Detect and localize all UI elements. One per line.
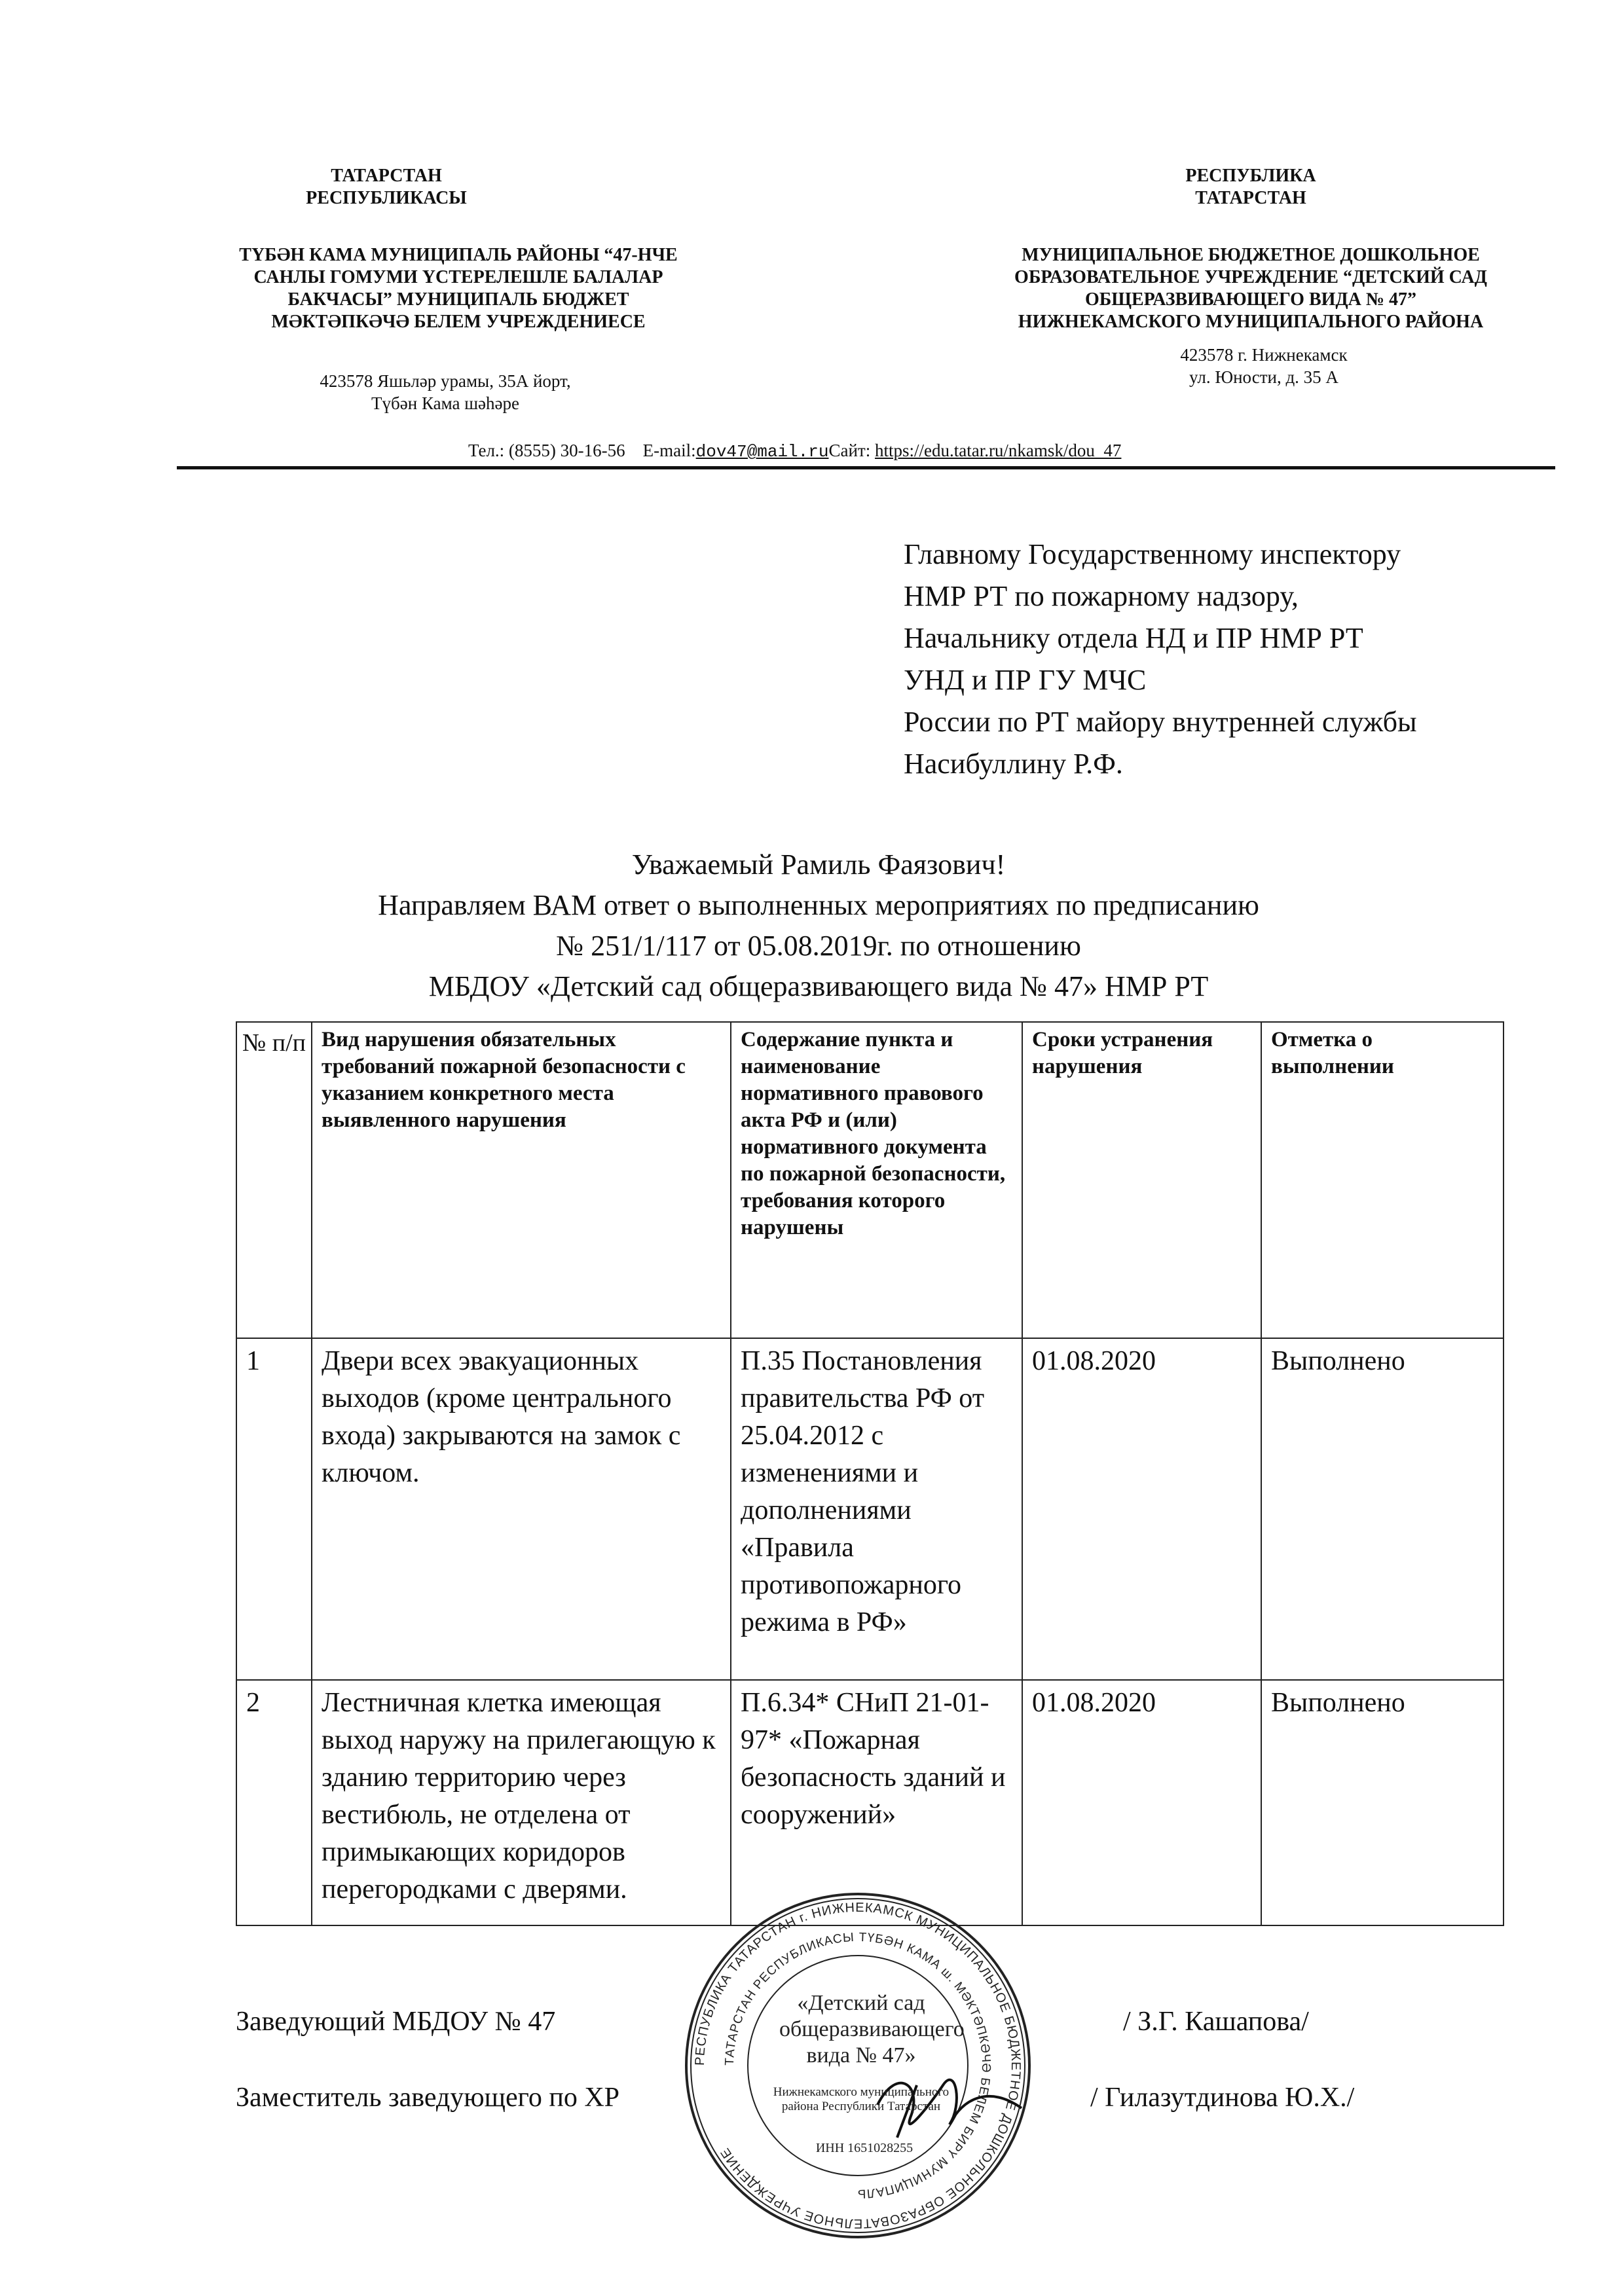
cell-status: Выполнено — [1261, 1680, 1504, 1925]
header-norm: Содержание пункта и наименование нормативного правового акта РФ и (или) нормативного документа по пожарной безопасности, требования которого нарушены — [731, 1022, 1022, 1338]
table-header-row — [236, 1022, 1504, 1338]
letterhead-right-org — [956, 244, 1545, 333]
table-row — [236, 1338, 1504, 1680]
phone-text: Тел.: (8555) 30-16-56 — [468, 441, 625, 460]
letterhead-left-address — [249, 370, 642, 414]
signer-2-title: Заместитель заведующего по ХР — [236, 2083, 620, 2113]
seal-sub-text — [773, 2085, 950, 2114]
salutation-block — [196, 845, 1441, 1007]
cell-norm: П.35 Постановления правительства РФ от 25.04.2012 с изменениями и дополнениями «Правила противопожарного режима в РФ» — [731, 1338, 1022, 1680]
letterhead-right-address-line: ул. Юности, д. 35 А — [1189, 367, 1338, 387]
letterhead-left-org-line: ТҮБӘН КАМА МУНИЦИПАЛЬ РАЙОНЫ “47-НЧЕ — [239, 245, 678, 265]
cell-deadline: 01.08.2020 — [1022, 1338, 1261, 1680]
header-number: № п/п — [236, 1022, 312, 1338]
letterhead-divider — [177, 466, 1555, 469]
round-seal — [681, 1889, 1035, 2242]
addressee-line: Главному Государственному инспектору — [904, 538, 1401, 570]
salutation-line: Направляем ВАМ ответ о выполненных мероприятиях по предписанию — [378, 889, 1259, 921]
seal-ring-text-inner: ТАТАРСТАН РЕСПУБЛИКАСЫ ТҮБӘН КАМА ш. МӘКТӘПКӘЧӘ БЕЛЕМ БИРҮ МУНИЦИПАЛЬ — [722, 1930, 993, 2201]
letterhead-right-org-line: МУНИЦИПАЛЬНОЕ БЮДЖЕТНОЕ ДОШКОЛЬНОЕ — [1022, 245, 1480, 265]
letterhead-left-org-line: БАКЧАСЫ” МУНИЦИПАЛЬ БЮДЖЕТ — [287, 289, 629, 310]
salutation-line: № 251/1/117 от 05.08.2019г. по отношению — [556, 930, 1081, 962]
addressee-block — [904, 534, 1417, 785]
letterhead-right-address — [1061, 344, 1467, 388]
seal-inn: ИНН 1651028255 — [815, 2141, 913, 2155]
violations-table — [236, 1021, 1504, 1926]
header-deadline: Сроки устранения нарушения — [1022, 1022, 1261, 1338]
email-link[interactable]: dov47@mail.ru — [695, 442, 829, 462]
signer-1-name: / З.Г. Кашапова/ — [1123, 2007, 1309, 2037]
seal-center-line: «Детский сад — [797, 1991, 925, 2015]
header-violation: Вид нарушения обязательных требований пожарной безопасности с указанием конкретного места выявленного нарушения — [312, 1022, 731, 1338]
letterhead-right-org-line: ОБРАЗОВАТЕЛЬНОЕ УЧРЕЖДЕНИЕ “ДЕТСКИЙ САД — [1014, 267, 1487, 287]
seal-center-text — [779, 1990, 965, 2069]
addressee-line: России по РТ майору внутренней службы — [904, 706, 1417, 738]
salutation-greeting: Уважаемый Рамиль Фаязович! — [631, 848, 1006, 881]
letterhead-right-title — [1048, 165, 1454, 210]
cell-status: Выполнено — [1261, 1338, 1504, 1680]
letterhead-left-org-line: МӘКТӘПКӘЧӘ БЕЛЕМ УЧРЕЖДЕНИЕСЕ — [271, 312, 646, 332]
addressee-line: Насибуллину Р.Ф. — [904, 748, 1123, 780]
signer-1-title: Заведующий МБДОУ № 47 — [236, 2007, 556, 2037]
contacts-line — [468, 441, 1121, 462]
email-label: E-mail: — [642, 441, 696, 460]
addressee-line: НМР РТ по пожарному надзору, — [904, 580, 1299, 612]
header-status: Отметка о выполнении — [1261, 1022, 1504, 1338]
site-label: Сайт: — [828, 441, 871, 460]
cell-norm: П.6.34* СНиП 21-01-97* «Пожарная безопасность зданий и сооружений» — [731, 1680, 1022, 1925]
letterhead-right-org-line: ОБЩЕРАЗВИВАЮЩЕГО ВИДА № 47” — [1084, 289, 1417, 310]
letterhead-left-org-line: САНЛЫ ГОМУМИ ҮСТЕРЕЛЕШЛЕ БАЛАЛАР — [253, 267, 663, 287]
letterhead-right-title-line: ТАТАРСТАН — [1195, 188, 1306, 208]
cell-violation: Лестничная клетка имеющая выход наружу на прилегающую к зданию территорию через вестибюль, не отделена от примыкающих коридоров перегородками с дверями. — [312, 1680, 731, 1925]
seal-center-line: общеразвивающего — [779, 2017, 965, 2041]
letterhead-left-title-line: РЕСПУБЛИКАСЫ — [306, 188, 467, 208]
cell-deadline: 01.08.2020 — [1022, 1680, 1261, 1925]
seal-ring-text-outer: РЕСПУБЛИКА ТАТАРСТАН г. НИЖНЕКАМСК МУНИЦИПАЛЬНОЕ БЮДЖЕТНОЕ ДОШКОЛЬНОЕ ОБРАЗОВАТЕЛЬНОЕ УЧРЕЖДЕНИЕ — [692, 1900, 1024, 2231]
letterhead-left-address-line: Түбән Кама шәһәре — [371, 393, 519, 413]
letterhead-left-title-line: ТАТАРСТАН — [331, 166, 442, 186]
seal-sub-line: Нижнекамского муниципального — [773, 2085, 950, 2099]
salutation-line: МБДОУ «Детский сад общеразвивающего вида № 47» НМР РТ — [428, 970, 1209, 1002]
site-link[interactable]: https://edu.tatar.ru/nkamsk/dou_47 — [874, 441, 1122, 460]
letterhead-right-address-line: 423578 г. Нижнекамск — [1180, 345, 1348, 365]
seal-sub-line: района Республики Татарстан — [781, 2100, 941, 2113]
letterhead-left-org — [190, 244, 727, 333]
cell-number: 1 — [236, 1338, 312, 1680]
cell-violation: Двери всех эвакуационных выходов (кроме центрального входа) закрываются на замок с ключом. — [312, 1338, 731, 1680]
seal-center-line: вида № 47» — [806, 2043, 916, 2068]
addressee-line: УНД и ПР ГУ МЧС — [904, 664, 1147, 696]
letterhead-left-address-line: 423578 Яшьләр урамы, 35А йорт, — [320, 371, 571, 391]
addressee-line: Начальнику отдела НД и ПР НМР РТ — [904, 622, 1363, 654]
cell-number: 2 — [236, 1680, 312, 1925]
letterhead-right-org-line: НИЖНЕКАМСКОГО МУНИЦИПАЛЬНОГО РАЙОНА — [1018, 312, 1484, 332]
signer-2-name: / Гилазутдинова Ю.Х./ — [1090, 2083, 1355, 2113]
letterhead-left-title — [183, 165, 589, 210]
letterhead-right-title-line: РЕСПУБЛИКА — [1185, 166, 1316, 186]
